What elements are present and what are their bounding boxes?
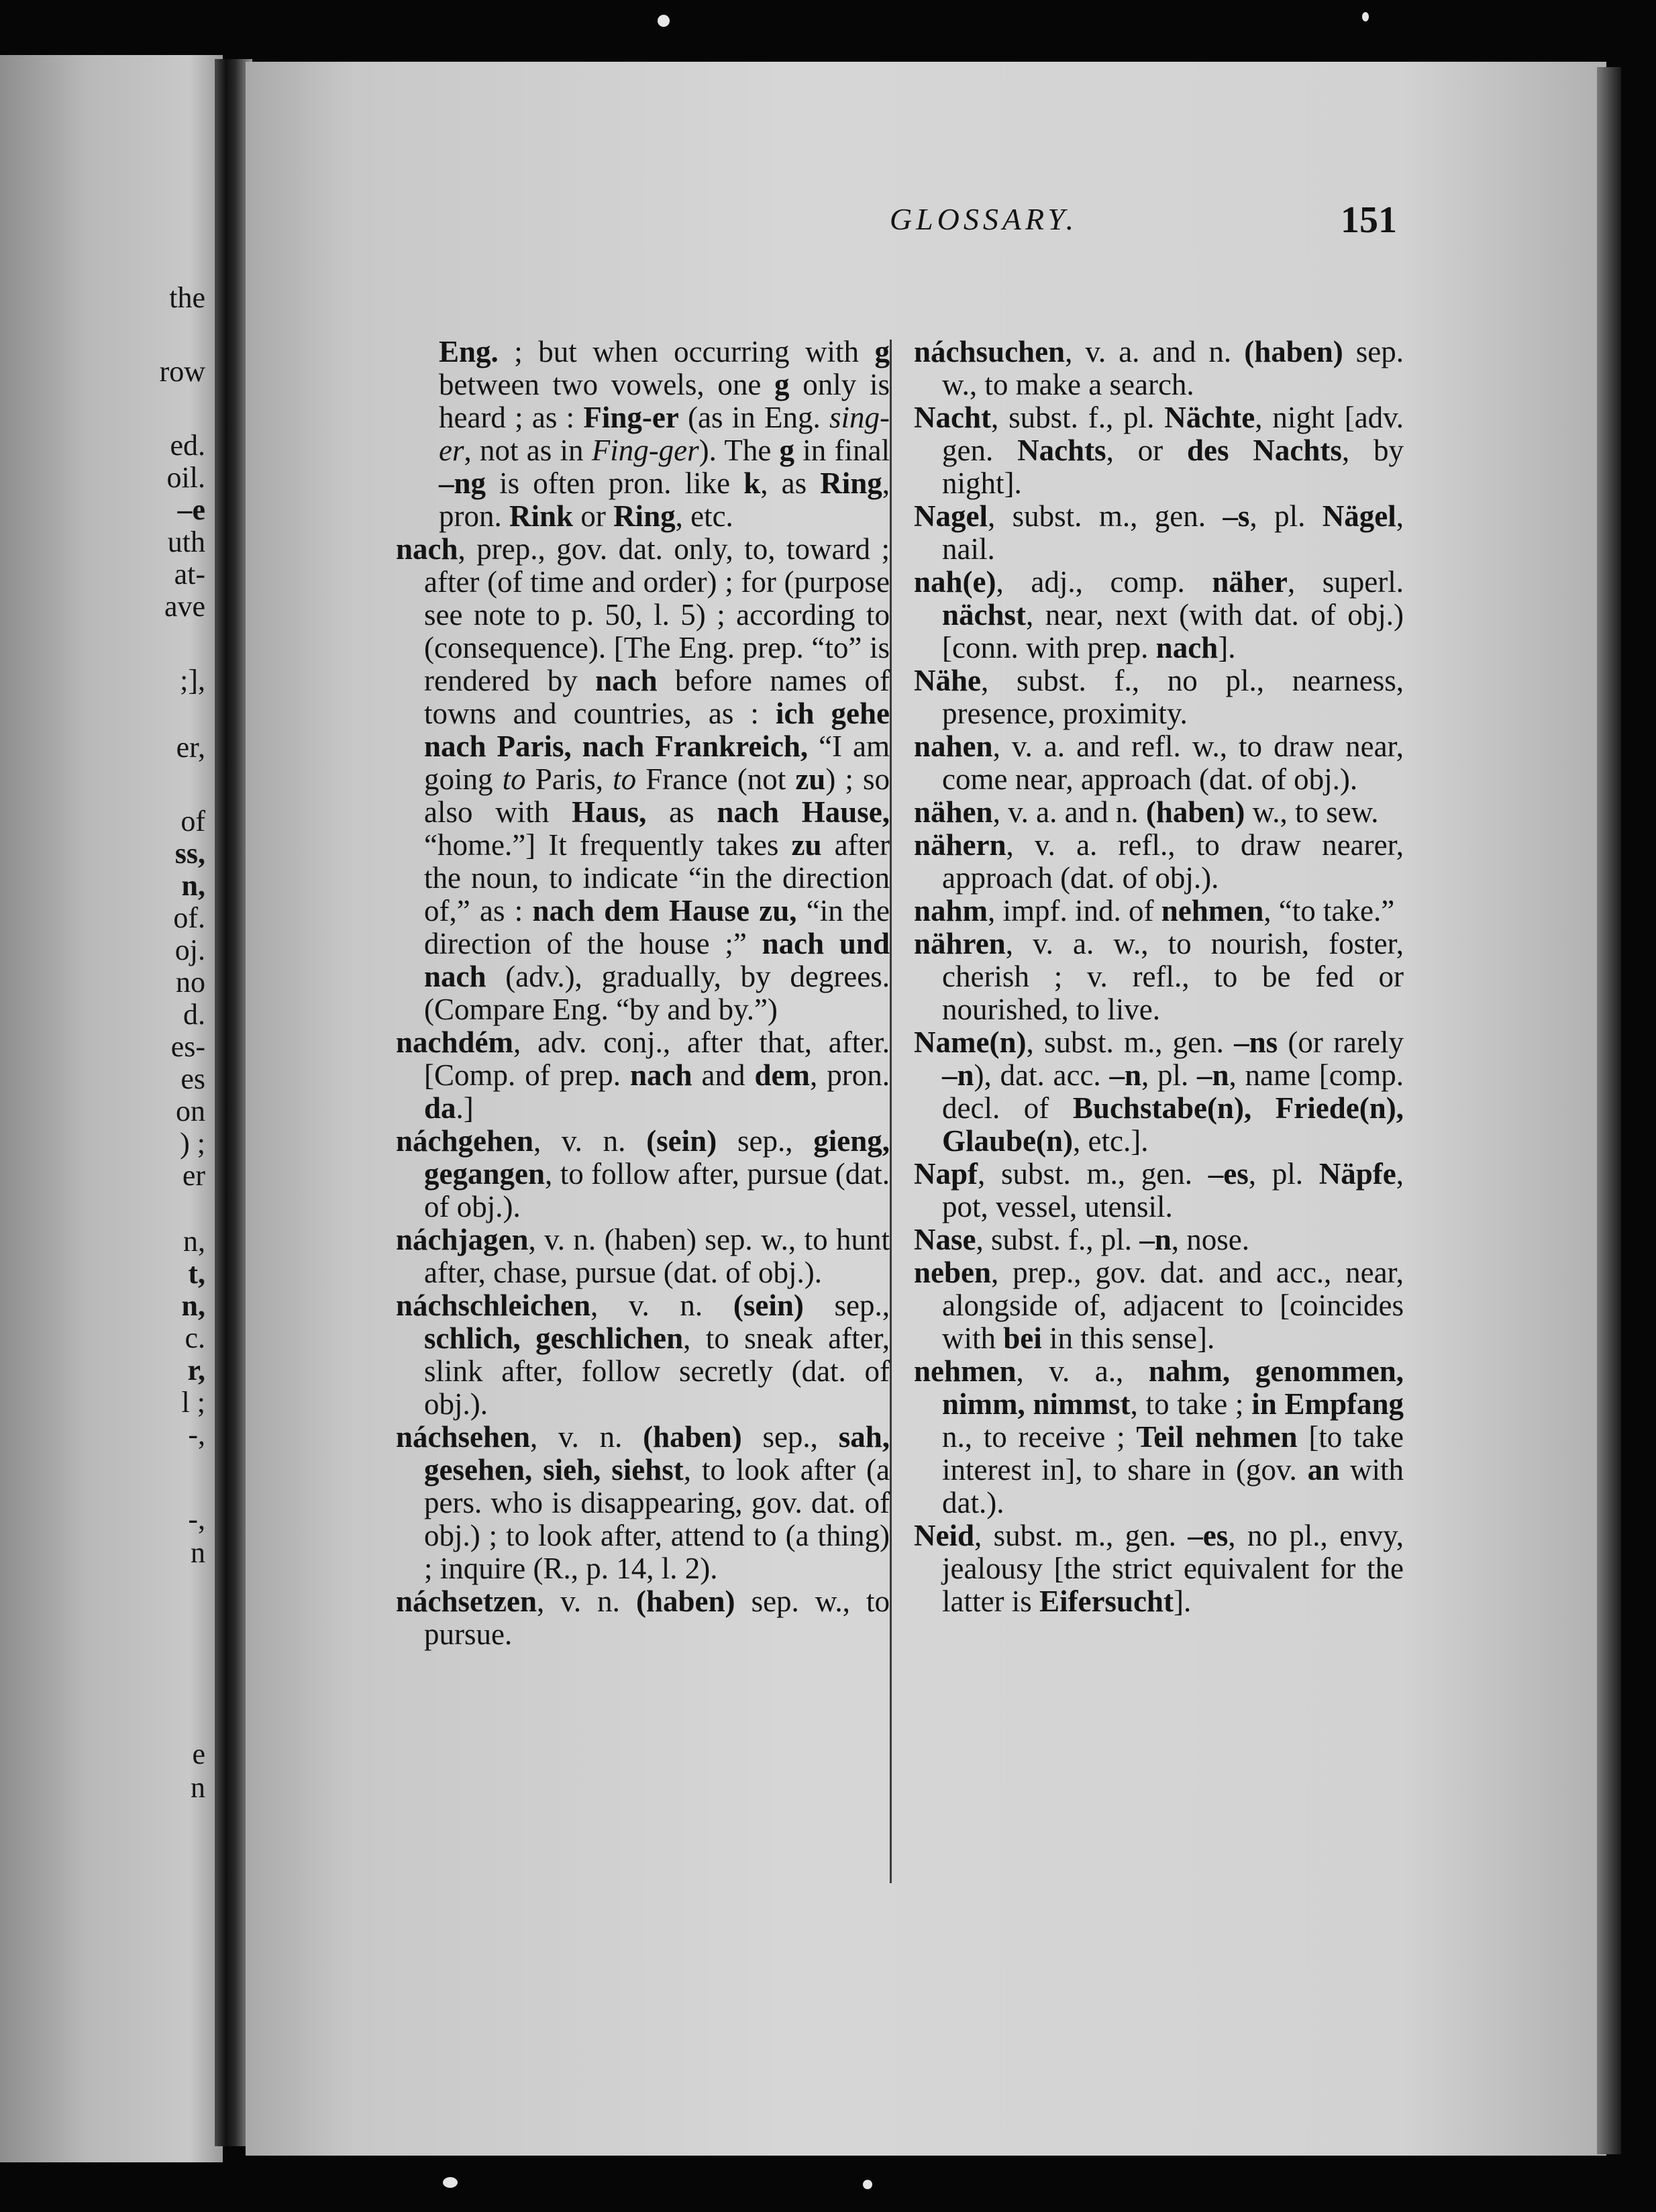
- glossary-entry: [914, 1256, 1404, 1355]
- previous-page-text-fragment: –e: [177, 493, 205, 526]
- entry-text: ].: [1218, 631, 1236, 664]
- entry-text: in final: [794, 434, 890, 467]
- entry-text: “home.”] It frequently takes: [424, 828, 792, 862]
- entry-headword: náchsetzen: [396, 1585, 537, 1618]
- glossary-entry: [396, 533, 890, 1026]
- bold-term: bei: [1003, 1321, 1042, 1355]
- scan-speck: [863, 2180, 872, 2189]
- previous-page-text-fragment: ed.: [170, 429, 205, 462]
- entry-text: , pron.: [439, 466, 890, 533]
- entry-headword: nahm: [914, 894, 988, 927]
- entry-text: , near, next (with dat. of obj.) [conn. with prep.: [942, 598, 1404, 664]
- entry-text: France (not: [636, 762, 796, 796]
- entry-text: , to sneak after, slink after, follow secretly (dat. of obj.).: [424, 1321, 890, 1421]
- entry-text: , “to take.”: [1263, 894, 1395, 927]
- entry-text: , v. a. and refl. w., to draw near, come near, approach (dat. of obj.).: [942, 730, 1404, 796]
- entry-headword: nach: [396, 532, 458, 566]
- entry-text: , name [comp. decl. of: [942, 1058, 1404, 1125]
- glossary-entry: [914, 1355, 1404, 1519]
- bold-term: g: [779, 434, 795, 467]
- previous-page-text-fragment: n,: [183, 1225, 205, 1258]
- previous-page-text-fragment: row: [159, 355, 205, 388]
- entry-headword: Nase: [914, 1223, 976, 1256]
- previous-page-text-fragment: uth: [167, 525, 205, 558]
- bold-term: (sein): [733, 1289, 804, 1322]
- entry-headword: nähern: [914, 828, 1006, 862]
- previous-page-text-fragment: on: [176, 1095, 205, 1127]
- bold-term: –s: [1223, 499, 1250, 533]
- entry-text: sep. w., to pursue.: [424, 1585, 890, 1651]
- bold-term: zu: [795, 762, 826, 796]
- bold-term: Ring: [820, 466, 882, 500]
- entry-text: , nose.: [1171, 1223, 1250, 1256]
- entry-headword: neben: [914, 1256, 992, 1289]
- page-number: 151: [1341, 199, 1397, 241]
- entry-text: ; but when occurring with: [498, 335, 875, 368]
- entry-text: as: [646, 795, 717, 829]
- entry-headword: náchgehen: [396, 1124, 534, 1158]
- entry-headword: nehmen: [914, 1354, 1017, 1388]
- glossary-entry: [914, 829, 1404, 895]
- italic-term: to: [613, 762, 637, 796]
- entry-text: , subst. f., pl.: [976, 1223, 1140, 1256]
- bold-term: g: [774, 368, 790, 401]
- entry-headword: náchsehen: [396, 1420, 531, 1454]
- bold-term: –es: [1188, 1519, 1229, 1552]
- previous-page-text-fragment: oil.: [166, 461, 205, 494]
- glossary-entry: [914, 1158, 1404, 1223]
- entry-text: before names of towns and countries, as :: [424, 664, 890, 730]
- bold-term: (sein): [646, 1124, 717, 1158]
- entry-headword: náchschleichen: [396, 1289, 591, 1322]
- bold-term: schlich, geschlichen: [424, 1321, 684, 1355]
- previous-page-text-fragment: of: [180, 805, 205, 838]
- glossary-entry-continuation: [396, 336, 890, 533]
- entry-text: , subst. f., pl.: [990, 401, 1165, 434]
- bold-term: –n: [1139, 1223, 1172, 1256]
- glossary-entry: [914, 927, 1404, 1026]
- previous-page-text-fragment: es: [180, 1062, 205, 1095]
- entry-text: , v. n.: [530, 1420, 643, 1454]
- previous-page-text-fragment: d.: [183, 998, 205, 1031]
- entry-text: , v. a.,: [1016, 1354, 1149, 1388]
- bold-term: Nächte: [1164, 401, 1255, 434]
- previous-page-text-fragment: ave: [164, 590, 205, 623]
- previous-page-text-fragment: no: [176, 966, 205, 999]
- glossary-entry: [914, 1519, 1404, 1618]
- entry-text: , pl.: [1248, 1157, 1319, 1191]
- entry-text: .]: [456, 1091, 474, 1125]
- entry-text: [to take interest in], to share in (gov.: [942, 1420, 1404, 1487]
- scan-speck: [443, 2177, 458, 2188]
- entry-text: , subst. f., no pl., nearness, presence, proximity.: [942, 664, 1404, 730]
- running-head: GLOSSARY.: [889, 202, 1078, 236]
- bold-term: dem: [754, 1058, 810, 1092]
- bold-term: (haben): [1145, 795, 1245, 829]
- entry-text: , adj., comp.: [996, 565, 1212, 599]
- glossary-entry: [914, 336, 1404, 401]
- entry-headword: nahen: [914, 730, 993, 763]
- bold-term: des Nachts: [1187, 434, 1342, 467]
- entry-text: , v. a. refl., to draw nearer, approach (dat. of obj.).: [942, 828, 1404, 895]
- entry-text: , v. a. and n.: [1065, 335, 1245, 368]
- entry-headword: Nacht: [914, 401, 991, 434]
- entry-headword: nah(e): [914, 565, 996, 599]
- entry-text: , subst. m., gen.: [1026, 1025, 1235, 1059]
- bold-term: Nachts: [1017, 434, 1106, 467]
- bold-term: (haben): [1244, 335, 1343, 368]
- entry-text: , pl.: [1141, 1058, 1198, 1092]
- previous-page-text-fragment: e: [192, 1738, 205, 1770]
- entry-text: only is heard ; as :: [439, 368, 890, 434]
- entry-text: , v. n.: [590, 1289, 733, 1322]
- bold-term: gieng, gegangen: [424, 1124, 890, 1191]
- bold-term: Nägel: [1322, 499, 1396, 533]
- bold-term: nach dem Hause zu,: [532, 894, 797, 927]
- bold-term: näher: [1212, 565, 1288, 599]
- entry-text: , nail.: [942, 499, 1404, 566]
- entry-text: (adv.), gradually, by degrees. (Compare Eng. “by and by.”): [424, 960, 890, 1026]
- glossary-entry: [396, 1223, 890, 1289]
- previous-page-text-fragment: n: [191, 1771, 205, 1804]
- entry-text: , adv. conj., after that, after. [Comp. of prep.: [424, 1025, 890, 1092]
- glossary-entry: [914, 566, 1404, 664]
- bold-term: Ring: [613, 499, 676, 533]
- previous-page-text-fragment: at-: [174, 558, 205, 591]
- previous-page-text-fragment: n: [191, 1536, 205, 1569]
- entry-text: , superl.: [1287, 565, 1404, 599]
- entry-headword: Napf: [914, 1157, 978, 1191]
- entry-text: , no pl., envy, jealousy [the strict equivalent for the latter is: [942, 1519, 1404, 1618]
- bold-term: (haben): [635, 1585, 735, 1618]
- previous-page-text-fragment: es-: [170, 1030, 205, 1063]
- previous-page-text-fragment: er: [182, 1159, 205, 1192]
- entry-text: , night [adv. gen.: [942, 401, 1404, 467]
- bold-term: –ns: [1234, 1025, 1278, 1059]
- scan-speck: [1362, 12, 1369, 21]
- entry-text: , prep., gov. dat. only, to, toward ; after (of time and order) ; for (purpose see note to p. 50, l. 5) ; according to (consequence). [The Eng. prep. “to” is rendered by: [424, 532, 890, 697]
- entry-text: ), dat. acc.: [974, 1058, 1110, 1092]
- entry-text: , etc.].: [1073, 1124, 1149, 1158]
- bold-term: nach: [595, 664, 658, 697]
- glossary-column-right: [914, 336, 1404, 1618]
- entry-text: sep.,: [741, 1420, 839, 1454]
- previous-page-text-fragment: ;],: [180, 664, 205, 697]
- entry-text: w., to sew.: [1245, 795, 1379, 829]
- entry-headword: Nähe: [914, 664, 981, 697]
- entry-text: ). The: [698, 434, 780, 467]
- entry-text: (as in Eng.: [678, 401, 829, 434]
- bold-term: Buchstabe(n), Friede(n), Glaube(n): [942, 1091, 1404, 1158]
- entry-text: , pl.: [1249, 499, 1323, 533]
- entry-text: sep.,: [803, 1289, 890, 1322]
- entry-text: sep.,: [717, 1124, 814, 1158]
- glossary-entry: [914, 664, 1404, 730]
- entry-text: , as: [760, 466, 821, 500]
- entry-text: ) ; so also with: [424, 762, 890, 829]
- entry-text: , pot, vessel, utensil.: [942, 1157, 1404, 1223]
- glossary-entry: [914, 796, 1404, 829]
- glossary-entry: [914, 730, 1404, 796]
- entry-headword: nähen: [914, 795, 993, 829]
- previous-page-text-fragment: c.: [185, 1321, 205, 1354]
- entry-headword: náchjagen: [396, 1223, 529, 1256]
- previous-page-text-fragment: -,: [188, 1503, 205, 1536]
- bold-term: –n: [1109, 1058, 1141, 1092]
- entry-headword: Neid: [914, 1519, 974, 1552]
- entry-headword: náchsuchen: [914, 335, 1066, 368]
- previous-page-text-fragment: the: [169, 281, 205, 314]
- previous-page-text-fragment: -,: [188, 1418, 205, 1451]
- entry-text: “I am going: [424, 730, 890, 796]
- glossary-entry: [396, 1585, 890, 1651]
- glossary-entry: [914, 401, 1404, 500]
- bold-term: –ng: [439, 466, 486, 500]
- entry-text: ].: [1173, 1585, 1192, 1618]
- bold-term: nach: [629, 1058, 692, 1092]
- entry-text: , v. a. w., to nourish, foster, cherish ; v. refl., to be fed or nourished, to live.: [942, 927, 1404, 1026]
- entry-headword: Nagel: [914, 499, 988, 533]
- entry-text: (or rarely: [1278, 1025, 1404, 1059]
- column-divider: [890, 340, 892, 1883]
- bold-term: Eifersucht: [1039, 1585, 1174, 1618]
- previous-page-text-fragment: er,: [176, 731, 205, 764]
- entry-text: , subst. m., gen.: [974, 1519, 1188, 1552]
- entry-text: , v. a. and n.: [992, 795, 1146, 829]
- italic-term: sing-er: [439, 401, 890, 467]
- bold-term: nach Hause,: [717, 795, 890, 829]
- bold-term: –n: [1197, 1058, 1229, 1092]
- bold-term: nach: [1155, 631, 1219, 664]
- entry-text: , impf. ind. of: [988, 894, 1161, 927]
- italic-term: to: [502, 762, 526, 796]
- bold-term: sah, gesehen, sieh, siehst: [424, 1420, 890, 1487]
- entry-text: is often pron. like: [486, 466, 744, 500]
- entry-text: Paris,: [525, 762, 613, 796]
- bold-term: nächst: [942, 598, 1027, 632]
- entry-text: , by night].: [942, 434, 1404, 500]
- entry-text: , v. n.: [533, 1124, 647, 1158]
- previous-page-text-fragment: r,: [187, 1354, 205, 1387]
- entry-text: in this sense].: [1041, 1321, 1215, 1355]
- entry-text: , to look after (a pers. who is disappearing, gov. dat. of obj.) ; to look after, attend to (a thing) ; inquire (R., p. 14, l. 2).: [424, 1453, 890, 1585]
- entry-text: “in the direction of the house ;”: [424, 894, 890, 960]
- bold-term: Näpfe: [1318, 1157, 1396, 1191]
- glossary-entry: [396, 1289, 890, 1421]
- entry-text: , to follow after, pursue (dat. of obj.).: [424, 1157, 890, 1223]
- entry-text: , subst. m., gen.: [987, 499, 1223, 533]
- entry-text: , pron.: [809, 1058, 890, 1092]
- entry-text: or: [573, 499, 614, 533]
- entry-text: sep. w., to make a search.: [942, 335, 1404, 401]
- previous-page-text-fragment: of.: [173, 901, 205, 934]
- glossary-entry: [396, 1125, 890, 1223]
- bold-term: da: [424, 1091, 456, 1125]
- entry-text: , v. n. (haben) sep. w., to hunt after, chase, pursue (dat. of obj.).: [424, 1223, 890, 1289]
- bold-term: g: [874, 335, 890, 368]
- page-edge-shadow: [1597, 67, 1621, 2154]
- bold-term: nach und nach: [424, 927, 890, 993]
- previous-page: [0, 55, 223, 2162]
- previous-page-text-fragment: ) ;: [180, 1127, 205, 1160]
- previous-page-text-fragment: oj.: [174, 934, 205, 966]
- previous-page-text-fragment: ss,: [174, 837, 205, 870]
- bold-term: in Empfang: [1251, 1387, 1404, 1421]
- glossary-entry: [914, 1223, 1404, 1256]
- entry-text: , prep., gov. dat. and acc., near, alongside of, adjacent to [coincides with: [942, 1256, 1404, 1355]
- bold-term: Teil nehmen: [1136, 1420, 1298, 1454]
- entry-text: with dat.).: [942, 1453, 1404, 1519]
- bold-term: Fing-er: [583, 401, 679, 434]
- glossary-entry: [396, 1026, 890, 1125]
- bold-term: –n: [942, 1058, 974, 1092]
- entry-headword: nähren: [914, 927, 1006, 960]
- entry-text: n., to receive ;: [942, 1420, 1137, 1454]
- entry-text: , v. n.: [536, 1585, 636, 1618]
- bold-term: nehmen: [1161, 894, 1264, 927]
- entry-headword: Name(n): [914, 1025, 1027, 1059]
- italic-term: Fing-ger: [591, 434, 699, 467]
- glossary-column-left: [396, 336, 890, 1651]
- glossary-entry: [396, 1421, 890, 1585]
- bold-term: Haus,: [572, 795, 647, 829]
- glossary-entry: [914, 500, 1404, 566]
- entry-text: , not as in: [464, 434, 592, 467]
- entry-text: , subst. m., gen.: [978, 1157, 1208, 1191]
- previous-page-text-fragment: t,: [188, 1257, 205, 1290]
- entry-text: , or: [1106, 434, 1188, 467]
- previous-page-text-fragment: n,: [181, 1289, 205, 1322]
- bold-term: Eng.: [439, 335, 499, 368]
- previous-page-text-fragment: n,: [181, 869, 205, 902]
- entry-text: between two vowels, one: [439, 368, 775, 401]
- entry-text: and: [692, 1058, 755, 1092]
- previous-page-text-fragment: l ;: [181, 1386, 205, 1419]
- bold-term: an: [1307, 1453, 1340, 1487]
- entry-headword: nachdém: [396, 1025, 514, 1059]
- glossary-entry: [914, 895, 1404, 927]
- scan-speck: [658, 15, 670, 27]
- entry-text: , etc.: [675, 499, 733, 533]
- glossary-entry: [914, 1026, 1404, 1158]
- entry-text: , to take ;: [1130, 1387, 1252, 1421]
- bold-term: (haben): [643, 1420, 742, 1454]
- bold-term: –es: [1208, 1157, 1249, 1191]
- bold-term: Rink: [509, 499, 574, 533]
- bold-term: ich gehe nach Paris, nach Frankreich,: [424, 697, 890, 763]
- bold-term: k: [743, 466, 761, 500]
- bold-term: nahm, genommen, nimm, nimmst: [942, 1354, 1404, 1421]
- entry-text: after the noun, to indicate “in the direction of,” as :: [424, 828, 890, 927]
- bold-term: zu: [791, 828, 822, 862]
